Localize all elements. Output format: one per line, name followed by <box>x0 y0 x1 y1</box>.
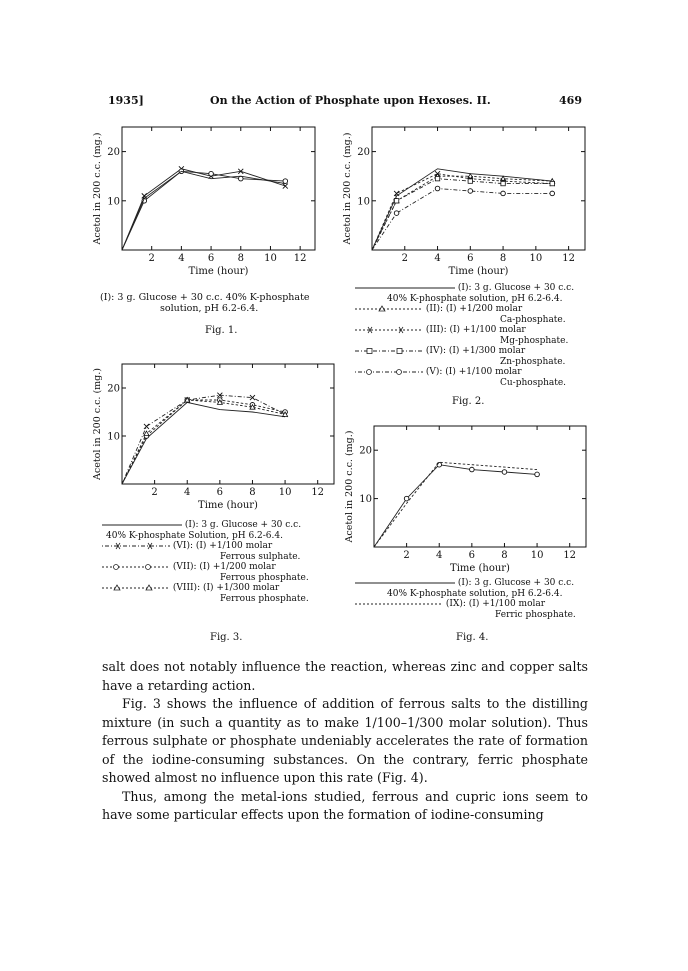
figure-3-chart <box>85 352 350 520</box>
data-point-circle <box>501 191 506 196</box>
data-point-circle <box>550 191 555 196</box>
series-line <box>122 400 285 484</box>
data-point-x <box>144 424 149 429</box>
x-tick-label: 8 <box>249 487 256 498</box>
x-tick-label: 8 <box>499 253 507 264</box>
x-tick-label: 6 <box>216 487 224 498</box>
x-tick-label: 2 <box>401 253 408 264</box>
legend-item-vi <box>102 541 342 552</box>
plot-frame <box>374 426 586 547</box>
data-point-circle <box>470 467 475 472</box>
series-line <box>122 395 285 484</box>
legend-sample-solid <box>355 284 455 292</box>
data-point-x <box>283 184 288 189</box>
data-point-circle <box>404 496 409 501</box>
legend-label: (VII): (I) +1/200 molar <box>172 562 276 572</box>
data-point-x <box>250 395 255 400</box>
y-tick-label: 20 <box>107 147 120 159</box>
data-point-square <box>501 181 505 185</box>
legend-continuation: Cu-phosphate. <box>500 377 567 388</box>
running-header <box>108 94 582 110</box>
legend-label: (V): (I) +1/100 molar <box>425 367 522 377</box>
data-point-square <box>550 181 554 185</box>
legend-continuation: Ca-phosphate. <box>500 314 566 325</box>
page-number: 469 <box>559 94 582 107</box>
figure-4-label: Fig. 4. <box>456 632 489 643</box>
legend-item-iii <box>355 325 605 336</box>
figure-1-chart <box>85 115 325 285</box>
legend-continuation: Mg-phosphate. <box>500 335 569 346</box>
legend-item-vii <box>102 562 342 573</box>
data-point-x <box>142 193 147 198</box>
y-axis-label: Acetol in 200 c.c. (mg.) <box>342 132 353 245</box>
plot-frame <box>122 364 334 484</box>
data-point-circle <box>435 186 440 191</box>
figure-2-chart <box>335 115 605 285</box>
x-tick-label: 12 <box>563 550 577 561</box>
legend-item-i <box>355 578 605 589</box>
data-point-circle <box>535 472 540 477</box>
series-line <box>122 171 285 250</box>
legend-label: (VI): (I) +1/100 molar <box>172 541 273 551</box>
data-point-circle <box>502 470 507 475</box>
series-line <box>372 189 552 251</box>
figure-2-legend <box>355 283 605 388</box>
legend-sample-dash-triangle <box>102 584 170 592</box>
paragraph: Thus, among the metal-ions studied, ferrous and cupric ions seem to have some particular effects upon the formation of iodine-consuming <box>102 788 588 822</box>
data-point-circle <box>238 176 243 181</box>
legend-continuation: 40% K-phosphate solution, pH 6.2-6.4. <box>387 293 563 304</box>
figure-1-caption-line: (I): 3 g. Glucose + 30 c.c. 40% K-phosphate <box>100 292 310 303</box>
legend-item-ix <box>355 599 605 610</box>
figure-2-label: Fig. 2. <box>452 396 485 407</box>
x-tick-label: 4 <box>184 487 191 498</box>
series-line <box>122 400 285 484</box>
legend-label: (IX): (I) +1/100 molar <box>445 599 546 609</box>
legend-sample-dashdot-square <box>355 347 423 355</box>
legend-label: (I): 3 g. Glucose + 30 c.c. <box>184 520 302 530</box>
x-tick-label: 4 <box>178 253 185 264</box>
y-tick-label: 20 <box>107 383 120 395</box>
y-tick-label: 20 <box>357 147 370 159</box>
x-tick-label: 8 <box>501 550 508 561</box>
x-tick-label: 10 <box>530 550 544 561</box>
series-line <box>122 402 285 484</box>
x-tick-label: 10 <box>264 253 277 264</box>
figure-1-label: Fig. 1. <box>205 325 238 336</box>
x-tick-label: 10 <box>529 253 543 264</box>
figure-3-label: Fig. 3. <box>210 632 243 643</box>
data-point-square <box>435 176 439 180</box>
y-tick-label: 10 <box>107 431 120 443</box>
x-tick-label: 6 <box>207 253 215 264</box>
x-axis-label: Time (hour) <box>450 563 510 574</box>
plot-frame <box>372 127 585 250</box>
legend-continuation: Zn-phosphate. <box>500 356 566 367</box>
data-point-square <box>394 199 398 203</box>
legend-sample-dash-circle <box>102 563 170 571</box>
x-tick-label: 2 <box>148 253 155 264</box>
header-title: On the Action of Phosphate upon Hexoses. II. <box>210 94 491 107</box>
legend-continuation: Ferrous sulphate. <box>220 551 301 562</box>
series-line <box>372 169 552 250</box>
legend-sample-dashdot-x <box>102 542 170 550</box>
series-line <box>374 465 537 547</box>
x-tick-label: 12 <box>562 253 575 264</box>
data-point-circle <box>468 189 473 194</box>
legend-continuation: 40% K-phosphate Solution, pH 6.2-6.4. <box>106 530 283 541</box>
legend-item-i <box>355 283 605 294</box>
legend-label: (II): (I) +1/200 molar <box>425 304 523 314</box>
figure-1-caption-line: solution, pH 6.2-6.4. <box>160 303 259 314</box>
legend-sample-dash-triangle <box>355 305 423 313</box>
x-axis-label: Time (hour) <box>448 266 509 277</box>
series-line <box>122 171 285 250</box>
figure-4-legend <box>355 578 605 620</box>
legend-label: (IV): (I) +1/300 molar <box>425 346 526 356</box>
legend-item-viii <box>102 583 342 594</box>
legend-sample-dashdot-circle <box>355 368 423 376</box>
legend-sample-solid <box>355 579 455 587</box>
legend-sample-solid <box>102 521 182 529</box>
y-tick-label: 20 <box>359 445 372 457</box>
legend-continuation: Ferrous phosphate. <box>220 572 309 583</box>
body-text <box>102 658 588 825</box>
legend-continuation: 40% K-phosphate solution, pH 6.2-6.4. <box>387 588 563 599</box>
x-tick-label: 12 <box>311 487 325 498</box>
legend-label: (I): 3 g. Glucose + 30 c.c. <box>457 283 575 293</box>
data-point-circle <box>394 211 399 216</box>
y-tick-label: 10 <box>357 196 370 208</box>
series-line <box>374 462 537 547</box>
figure-1-caption <box>100 292 330 314</box>
x-tick-label: 10 <box>278 487 292 498</box>
legend-label: (VIII): (I) +1/300 molar <box>172 583 280 593</box>
x-tick-label: 2 <box>403 550 410 561</box>
figure-4-chart <box>335 414 605 584</box>
legend-sample-dash-x <box>355 326 423 334</box>
header-year: 1935] <box>108 94 144 107</box>
paragraph: Fig. 3 shows the influence of addition of ferrous salts to the distilling mixture (in such a quantity as to make 1/100–1/300 molar solution). Thus ferrous sulphate or phosphate undeniably accelerates the rate of formation of the iodine-consuming substances. On the contrary, ferric phosphate showed almost no influence upon this rate (Fig. 4). <box>102 696 588 785</box>
data-point-square <box>468 179 472 183</box>
data-point-circle <box>209 171 214 176</box>
legend-item-i <box>102 520 342 531</box>
x-tick-label: 6 <box>468 550 476 561</box>
figure-3-legend <box>102 520 342 604</box>
y-tick-label: 10 <box>107 196 120 208</box>
series-line <box>122 169 285 250</box>
x-tick-label: 2 <box>151 487 158 498</box>
x-axis-label: Time (hour) <box>188 266 249 277</box>
y-tick-label: 10 <box>359 494 372 506</box>
data-point-x <box>394 191 399 196</box>
plot-frame <box>122 127 315 250</box>
data-point-circle <box>283 179 288 184</box>
legend-label: (I): 3 g. Glucose + 30 c.c. <box>457 578 575 588</box>
legend-item-v <box>355 367 605 378</box>
legend-continuation: Ferrous phosphate. <box>220 593 309 604</box>
legend-sample-dash <box>355 600 443 608</box>
x-tick-label: 4 <box>436 550 443 561</box>
x-tick-label: 8 <box>237 253 244 264</box>
legend-item-ii <box>355 304 605 315</box>
y-axis-label: Acetol in 200 c.c. (mg.) <box>344 430 355 543</box>
series-line <box>372 179 552 250</box>
x-tick-label: 12 <box>293 253 307 264</box>
x-tick-label: 4 <box>434 253 441 264</box>
legend-continuation: Ferric phosphate. <box>495 609 576 620</box>
x-axis-label: Time (hour) <box>198 500 258 511</box>
y-axis-label: Acetol in 200 c.c. (mg.) <box>92 132 103 245</box>
legend-item-iv <box>355 346 605 357</box>
y-axis-label: Acetol in 200 c.c. (mg.) <box>92 368 103 480</box>
legend-label: (III): (I) +1/100 molar <box>425 325 526 335</box>
x-tick-label: 6 <box>467 253 474 264</box>
paragraph: salt does not notably influence the reaction, whereas zinc and copper salts have a retarding action. <box>102 659 588 693</box>
